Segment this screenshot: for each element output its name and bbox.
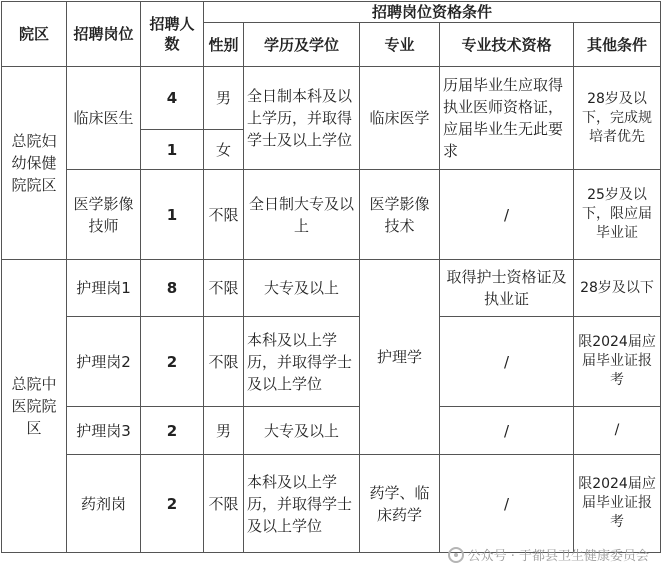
major-cell: 药学、临床药学: [360, 455, 440, 553]
table-row: [2, 170, 661, 260]
qualification-cell: /: [440, 407, 574, 455]
gender-cell: 男: [204, 67, 244, 130]
count-cell: 8: [141, 260, 204, 317]
position-cell: 药剂岗: [67, 455, 141, 553]
gender-cell: 不限: [204, 317, 244, 407]
gender-cell: 女: [204, 130, 244, 170]
qualification-cell: /: [440, 455, 574, 553]
district-cell: 总院妇幼保健院院区: [2, 67, 67, 260]
other-cell: 28岁及以下，完成规培者优先: [574, 67, 661, 170]
major-cell: 临床医学: [360, 67, 440, 170]
qualification-cell: /: [440, 170, 574, 260]
recruitment-table: [1, 1, 661, 553]
other-cell: 限2024届应届毕业证报考: [574, 317, 661, 407]
count-cell: 2: [141, 455, 204, 553]
wechat-icon: [448, 547, 464, 563]
other-cell: 限2024届应届毕业证报考: [574, 455, 661, 553]
qualification-cell: /: [440, 317, 574, 407]
education-cell: 本科及以上学历，并取得学士及以上学位: [244, 455, 360, 553]
header-count: 招聘人数: [141, 2, 204, 67]
header-qualification: 专业技术资格: [440, 23, 574, 67]
watermark-text: 公众号 · 于都县卫生健康委员会: [467, 549, 649, 564]
table-row: [2, 67, 661, 130]
qualification-cell: 取得护士资格证及执业证: [440, 260, 574, 317]
education-cell: 大专及以上: [244, 407, 360, 455]
count-cell: 1: [141, 170, 204, 260]
position-cell: 护理岗2: [67, 317, 141, 407]
header-position: 招聘岗位: [67, 2, 141, 67]
header-other: 其他条件: [574, 23, 661, 67]
position-cell: 护理岗1: [67, 260, 141, 317]
other-cell: 25岁及以下，限应届毕业证: [574, 170, 661, 260]
table-row: [2, 317, 661, 407]
count-cell: 1: [141, 130, 204, 170]
position-cell: 护理岗3: [67, 407, 141, 455]
gender-cell: 不限: [204, 260, 244, 317]
table-row: [2, 455, 661, 553]
education-cell: 本科及以上学历，并取得学士及以上学位: [244, 317, 360, 407]
watermark: [448, 545, 649, 564]
header-education: 学历及学位: [244, 23, 360, 67]
count-cell: 2: [141, 317, 204, 407]
position-cell: 临床医生: [67, 67, 141, 170]
header-conditions-group: 招聘岗位资格条件: [204, 2, 661, 23]
education-cell: 大专及以上: [244, 260, 360, 317]
table-row: [2, 407, 661, 455]
other-cell: 28岁及以下: [574, 260, 661, 317]
education-cell: 全日制本科及以上学历，并取得学士及以上学位: [244, 67, 360, 170]
table-row: [2, 260, 661, 317]
education-cell: 全日制大专及以上: [244, 170, 360, 260]
other-cell: /: [574, 407, 661, 455]
header-district: 院区: [2, 2, 67, 67]
count-cell: 2: [141, 407, 204, 455]
district-cell: 总院中医院院区: [2, 260, 67, 553]
qualification-cell: 历届毕业生应取得执业医师资格证，应届毕业生无此要求: [440, 67, 574, 170]
gender-cell: 男: [204, 407, 244, 455]
major-cell: 医学影像技术: [360, 170, 440, 260]
header-major: 专业: [360, 23, 440, 67]
count-cell: 4: [141, 67, 204, 130]
gender-cell: 不限: [204, 170, 244, 260]
major-cell: 护理学: [360, 260, 440, 455]
gender-cell: 不限: [204, 455, 244, 553]
header-gender: 性别: [204, 23, 244, 67]
position-cell: 医学影像技师: [67, 170, 141, 260]
